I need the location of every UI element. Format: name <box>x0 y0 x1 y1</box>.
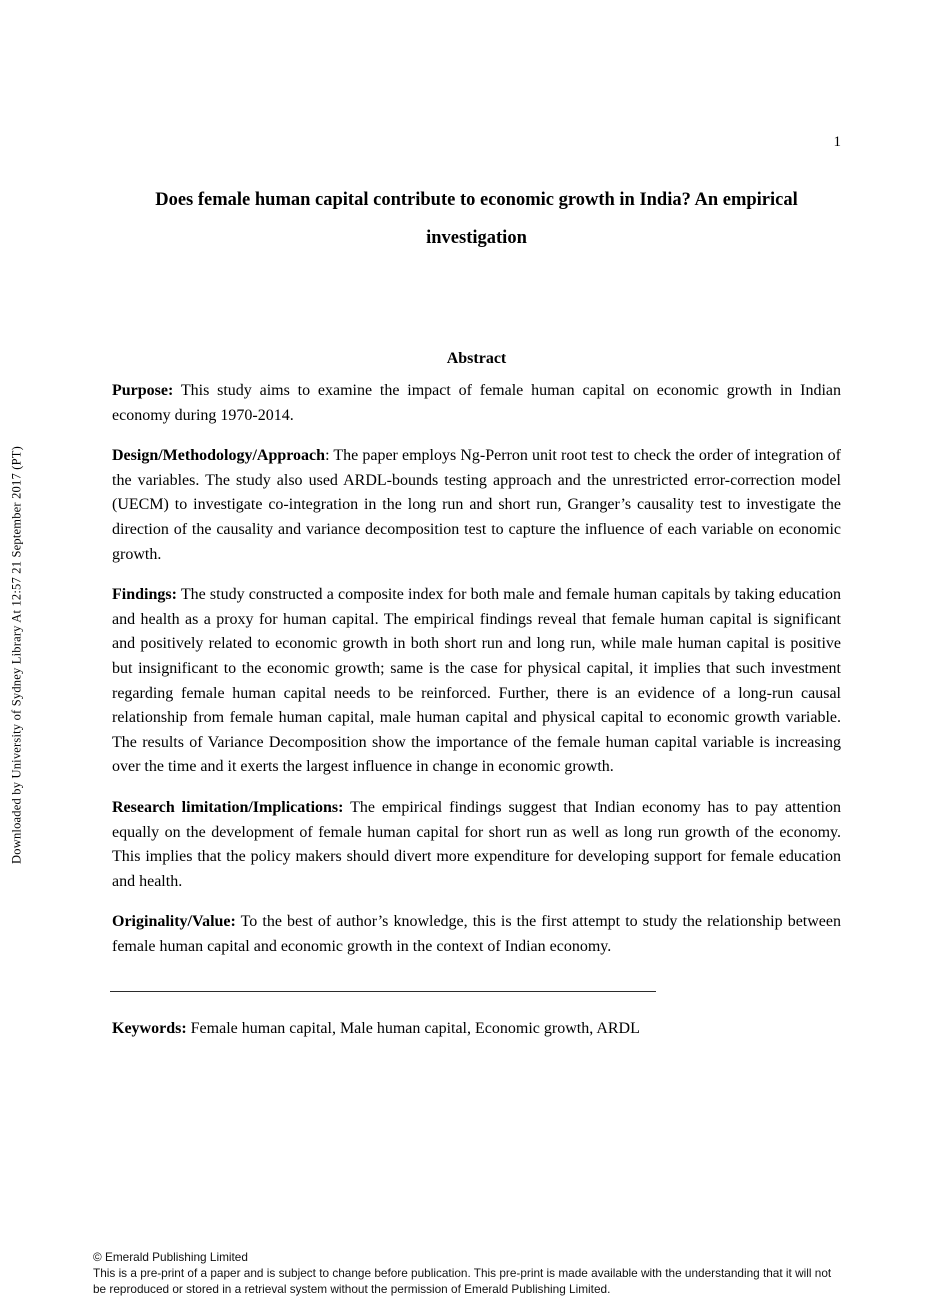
keywords-paragraph <box>112 1017 841 1042</box>
findings-paragraph <box>112 583 841 780</box>
publisher-footer <box>93 1249 853 1297</box>
copyright-line: © Emerald Publishing Limited <box>93 1250 248 1264</box>
abstract-heading: Abstract <box>446 350 507 367</box>
keywords-text: Female human capital, Male human capital, Economic growth, ARDL <box>186 1020 640 1038</box>
originality-value-text: To the best of author’s knowledge, this is the first attempt to study the relationship between female human capital and economic growth in the context of Indian economy. <box>112 913 841 955</box>
paper-content <box>112 0 841 1042</box>
paper-title: Does female human capital contribute to economic growth in India? An empirical investigation <box>155 190 798 248</box>
research-limitation-text: The empirical findings suggest that Indian economy has to pay attention equally on the development of female human capital for short run as well as long run growth of the economy. This implies that the policy makers should divert more expenditure for developing support for female education and health. <box>112 798 841 890</box>
research-limitation-label: Research limitation/Implications: <box>112 798 344 816</box>
purpose-label: Purpose: <box>112 382 174 399</box>
findings-text: The study constructed a composite index for both male and female human capitals by taking education and health as a proxy for human capital. The empirical findings reveal that female human capital is significant and positively related to economic growth in both short run and long run, while male human capital is positive but insignificant to the economic growth; same is the case for physical capital, it implies that such investment regarding female human capital needs to be reinforced. Further, there is an evidence of a long-run causal relationship from female human capital, male human capital and physical capital to economic growth variable. The results of Variance Decomposition show the importance of the female human capital variable is increasing over the time and it exerts the largest influence in change in economic growth. <box>112 586 841 776</box>
preprint-disclaimer: This is a pre-print of a paper and is subject to change before publication. This pre-print is made available with the understanding that it will not be reproduced or stored in a retrieval system without the permission of Emerald Publishing Limited. <box>93 1266 832 1296</box>
purpose-paragraph <box>112 379 841 428</box>
purpose-text: This study aims to examine the impact of female human capital on economic growth in Indian economy during 1970-2014. <box>112 382 841 424</box>
originality-value-label: Originality/Value: <box>112 913 236 931</box>
research-limitation-paragraph <box>112 796 841 894</box>
keywords-label: Keywords: <box>112 1020 187 1038</box>
page-number: 1 <box>833 134 841 150</box>
findings-label: Findings: <box>112 586 177 604</box>
design-methodology-paragraph <box>112 444 841 567</box>
keywords-divider <box>110 991 656 992</box>
download-watermark: Downloaded by University of Sydney Library At 12:57 21 September 2017 (PT) <box>9 446 24 864</box>
design-methodology-label: Design/Methodology/Approach <box>112 447 326 465</box>
design-methodology-text: : The paper employs Ng-Perron unit root test to check the order of integration of the variables. The study also used ARDL-bounds testing approach and the unrestricted error-correction model (UECM) to investigate co-integration in the long run and short run, Granger’s causality test to investigate the direction of the causality and variance decomposition test to capture the influence of each variable on economic growth. <box>112 447 841 563</box>
originality-value-paragraph <box>112 910 841 959</box>
